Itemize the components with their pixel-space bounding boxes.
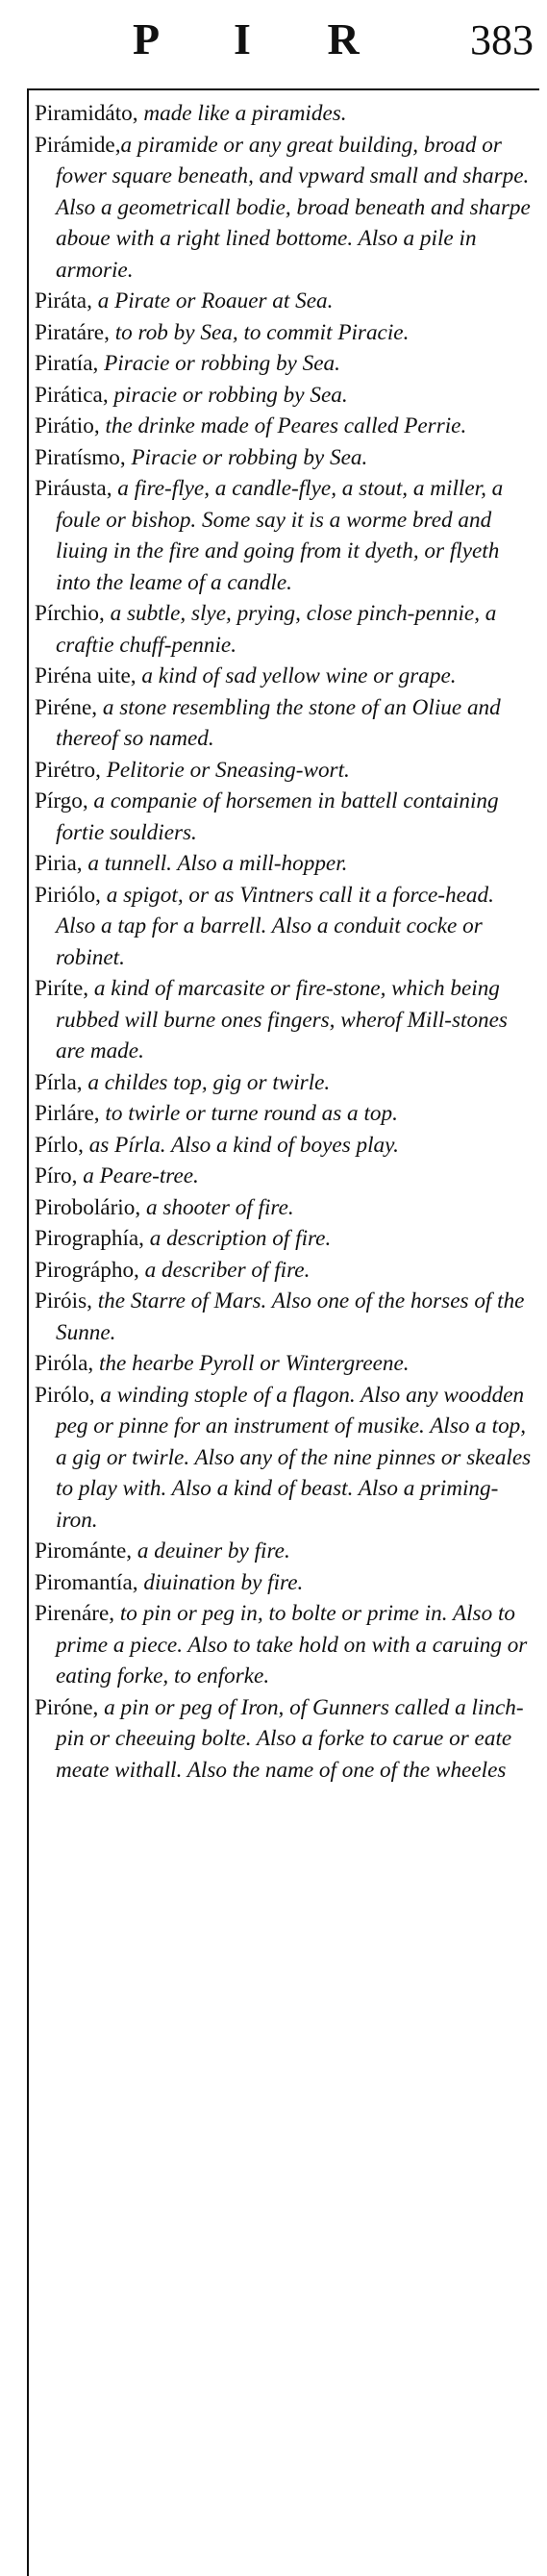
definition: a kind of sad yellow wine or grape. bbox=[136, 663, 457, 688]
entry bbox=[35, 1161, 535, 1192]
headword: Pírgo, bbox=[35, 788, 88, 813]
entry bbox=[35, 1098, 535, 1130]
definition: a companie of horsemen in battell containing fortie souldiers. bbox=[56, 788, 499, 845]
entry bbox=[35, 880, 535, 974]
headword: Pirláre, bbox=[35, 1101, 100, 1126]
definition: a piramide or any great building, broad or fower square beneath, and vpward small and sharpe. Also a geometricall bodie, broad beneath and sharpe aboue with a right lined bottome. Also a pile in armorie. bbox=[56, 132, 531, 283]
definition: a deuiner by fire. bbox=[132, 1538, 290, 1563]
page-number: 383 bbox=[470, 16, 534, 63]
headword: Pirenáre, bbox=[35, 1601, 115, 1626]
headword: Piríte, bbox=[35, 976, 89, 1001]
headword: Pirólo, bbox=[35, 1382, 95, 1408]
entry bbox=[35, 411, 535, 442]
headword: Piria, bbox=[35, 851, 83, 876]
headword: Piréne, bbox=[35, 694, 98, 720]
headword: Piréna uite, bbox=[35, 663, 137, 688]
entry bbox=[35, 786, 535, 848]
header-rule bbox=[27, 88, 539, 90]
entry bbox=[35, 1536, 535, 1567]
headword: Píro, bbox=[35, 1163, 78, 1188]
headword: Piratía, bbox=[35, 351, 99, 376]
entry bbox=[35, 973, 535, 1067]
definition: a description of fire. bbox=[143, 1226, 332, 1251]
definition: a fire-flye, a candle-flye, a stout, a miller, a foule or bishop. Some say it is a worme bred and liuing in the fire and going from it dyeth, or flyeth into the leame of a candle. bbox=[56, 476, 504, 595]
definition: Piracie or robbing by Sea. bbox=[98, 351, 340, 376]
entry bbox=[35, 130, 535, 287]
definition: piracie or robbing by Sea. bbox=[108, 382, 348, 408]
definition: to twirle or turne round as a top. bbox=[99, 1101, 398, 1126]
definition: a winding stople of a flagon. Also any woodden peg or pinne for an instrument of musike. Also a top, a gig or twirle. Also any of the nine pinnes or skeales to play with. Also a kind of beast. Also a priming-iron. bbox=[56, 1382, 532, 1533]
page-header bbox=[27, 6, 539, 73]
headword: Pírchio, bbox=[35, 601, 105, 626]
headword: Piramidáto, bbox=[35, 101, 138, 126]
headword: Piriólo, bbox=[35, 882, 101, 908]
definition: a Pirate or Roauer at Sea. bbox=[91, 288, 334, 313]
headword: Pírlo, bbox=[35, 1132, 84, 1158]
entry bbox=[35, 848, 535, 880]
definition: the Starre of Mars. Also one of the horses of the Sunne. bbox=[56, 1288, 525, 1345]
definition: the hearbe Pyroll or Wintergreene. bbox=[93, 1351, 410, 1376]
definition: diuination by fire. bbox=[137, 1569, 304, 1595]
definition: a pin or peg of Iron, of Gunners called a linch-pin or cheeuing bolte. Also a forke to carue or eate meate withall. Also the name of one of the wheeles bbox=[56, 1694, 524, 1783]
entry-list bbox=[35, 98, 535, 2569]
entry bbox=[35, 1598, 535, 1692]
headword: Pirobolário, bbox=[35, 1194, 141, 1220]
definition: a kind of marcasite or fire-stone, which being rubbed will burne ones fingers, wherof Mill-stones are made. bbox=[56, 976, 508, 1063]
entry bbox=[35, 1567, 535, 1599]
definition: a spigot, or as Vintners call it a force-head. Also a tap for a barrell. Also a conduit cocke or robinet. bbox=[56, 882, 494, 970]
entry bbox=[35, 473, 535, 598]
header-letters: P I R bbox=[133, 14, 392, 63]
entry bbox=[35, 380, 535, 412]
definition: a shooter of fire. bbox=[140, 1194, 294, 1220]
headword: Pirámide, bbox=[35, 132, 121, 158]
entry bbox=[35, 1130, 535, 1162]
definition: a stone resembling the stone of an Oliue and thereof so named. bbox=[56, 694, 501, 751]
headword: Piratáre, bbox=[35, 319, 110, 345]
entry bbox=[35, 442, 535, 474]
entry bbox=[35, 1255, 535, 1287]
definition: to rob by Sea, to commit Piracie. bbox=[109, 319, 410, 345]
entry bbox=[35, 598, 535, 661]
entry bbox=[35, 286, 535, 317]
entry bbox=[35, 1067, 535, 1099]
headword: Pirográpho, bbox=[35, 1257, 139, 1283]
entry bbox=[35, 317, 535, 349]
headword: Pirétro, bbox=[35, 757, 101, 783]
entry bbox=[35, 692, 535, 755]
entry bbox=[35, 1286, 535, 1348]
entry bbox=[35, 1348, 535, 1380]
definition: as Pírla. Also a kind of boyes play. bbox=[83, 1132, 399, 1158]
column-rule bbox=[27, 88, 29, 2576]
headword: Pirátio, bbox=[35, 413, 100, 438]
definition: the drinke made of Peares called Perrie. bbox=[99, 413, 467, 438]
entry bbox=[35, 1192, 535, 1224]
headword: Piráta, bbox=[35, 288, 92, 313]
headword: Pirographía, bbox=[35, 1226, 144, 1251]
entry bbox=[35, 1692, 535, 1787]
headword: Pirática, bbox=[35, 382, 109, 408]
definition: made like a piramides. bbox=[137, 101, 347, 126]
headword: Piromantía, bbox=[35, 1569, 138, 1595]
headword: Piróne, bbox=[35, 1694, 99, 1720]
entry bbox=[35, 348, 535, 380]
headword: Piráusta, bbox=[35, 476, 112, 501]
definition: a describer of fire. bbox=[138, 1257, 311, 1283]
headword: Piróla, bbox=[35, 1351, 94, 1376]
definition: a tunnell. Also a mill-hopper. bbox=[82, 851, 348, 876]
definition: a subtle, slye, prying, close pinch-pennie, a craftie chuff-pennie. bbox=[56, 601, 497, 658]
definition: a Peare-tree. bbox=[77, 1163, 199, 1188]
definition: to pin or peg in, to bolte or prime in. Also to prime a piece. Also to take hold on with a caruing or eating forke, to enforke. bbox=[56, 1601, 528, 1688]
entry bbox=[35, 661, 535, 692]
definition: Piracie or robbing by Sea. bbox=[125, 444, 368, 470]
entry bbox=[35, 98, 535, 130]
headword: Pirománte, bbox=[35, 1538, 133, 1563]
entry bbox=[35, 1380, 535, 1537]
definition: Pelitorie or Sneasing-wort. bbox=[100, 757, 350, 783]
headword: Piróis, bbox=[35, 1288, 92, 1313]
entry bbox=[35, 1223, 535, 1255]
definition: a childes top, gig or twirle. bbox=[82, 1069, 331, 1095]
headword: Piratísmo, bbox=[35, 444, 126, 470]
headword: Pírla, bbox=[35, 1069, 83, 1095]
entry bbox=[35, 755, 535, 787]
